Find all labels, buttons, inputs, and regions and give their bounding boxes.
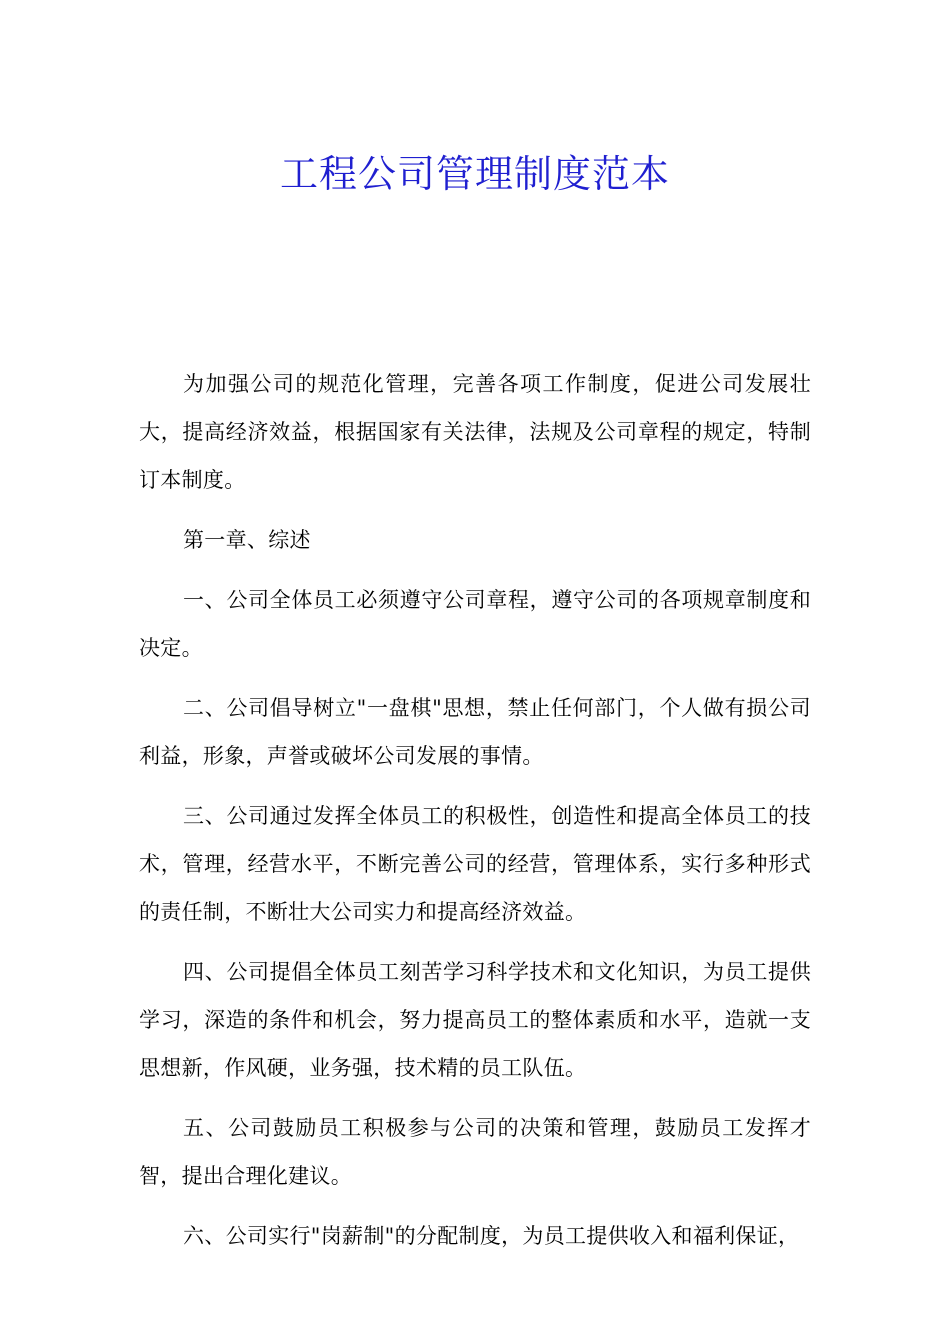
- paragraph-intro: 为加强公司的规范化管理，完善各项工作制度，促进公司发展壮大，提高经济效益，根据国家有关法律，法规及公司章程的规定，特制订本制度。: [139, 372, 811, 492]
- paragraph-item-6: 六、公司实行"岗薪制"的分配制度，为员工提供收入和福利保证，: [183, 1224, 800, 1248]
- paragraph-item-1: 一、公司全体员工必须遵守公司章程，遵守公司的各项规章制度和决定。: [139, 588, 811, 660]
- chapter-heading: 第一章、综述: [183, 528, 311, 552]
- paragraph-item-4: 四、公司提倡全体员工刻苦学习科学技术和文化知识，为员工提供学习，深造的条件和机会，努力提高员工的整体素质和水平，造就一支思想新，作风硬，业务强，技术精的员工队伍。: [139, 960, 811, 1080]
- document-body: [139, 360, 811, 1272]
- document-title: 工程公司管理制度范本: [279, 152, 670, 196]
- paragraph-item-3: 三、公司通过发挥全体员工的积极性，创造性和提高全体员工的技术，管理，经营水平，不断完善公司的经营，管理体系，实行多种形式的责任制，不断壮大公司实力和提高经济效益。: [139, 804, 811, 924]
- paragraph-item-5: 五、公司鼓励员工积极参与公司的决策和管理，鼓励员工发挥才智，提出合理化建议。: [139, 1116, 811, 1188]
- paragraph-item-2: 二、公司倡导树立"一盘棋"思想，禁止任何部门，个人做有损公司利益，形象，声誉或破坏公司发展的事情。: [139, 696, 811, 768]
